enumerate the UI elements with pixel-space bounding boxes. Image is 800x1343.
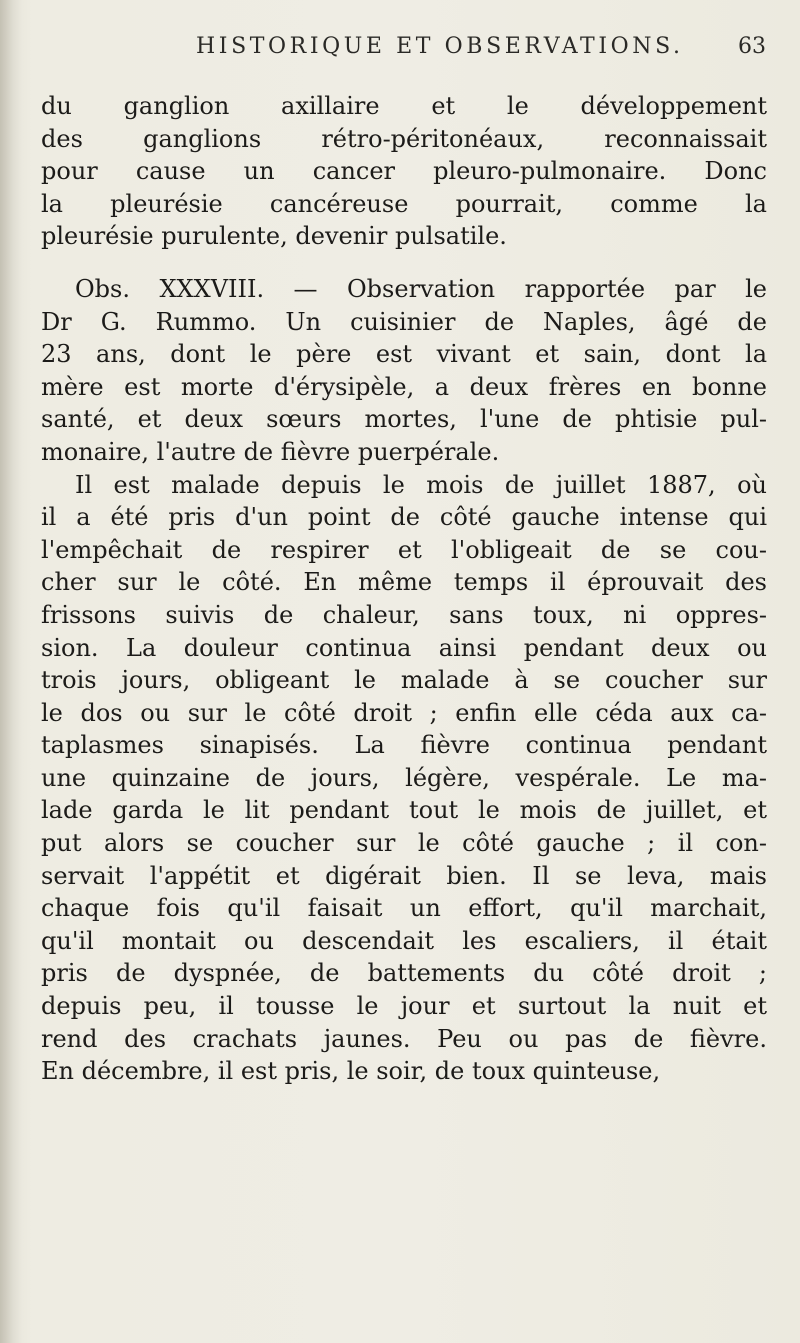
running-title: HISTORIQUE ET OBSERVATIONS. bbox=[196, 34, 684, 59]
text-line: Il est malade depuis le mois de juillet 1887, où bbox=[75, 470, 767, 499]
text-line: put alors se coucher sur le côté gauche ; il con- bbox=[41, 829, 767, 858]
text-line: rend des crachats jaunes. Peu ou pas de fièvre. bbox=[41, 1024, 767, 1053]
text-line: qu'il montait ou descendait les escaliers, il était bbox=[41, 926, 767, 955]
text-line: Dr G. Rummo. Un cuisinier de Naples, âgé de bbox=[41, 307, 767, 336]
text-line: trois jours, obligeant le malade à se coucher sur bbox=[41, 666, 767, 695]
text-line: monaire, l'autre de fièvre puerpérale. bbox=[41, 437, 500, 466]
text-line: cher sur le côté. En même temps il éprouvait des bbox=[41, 568, 767, 597]
text-line: du ganglion axillaire et le développement bbox=[41, 92, 767, 120]
paragraph-continuation bbox=[41, 90, 767, 253]
body-text bbox=[41, 90, 767, 1088]
text-line: depuis peu, il tousse le jour et surtout la nuit et bbox=[41, 992, 767, 1021]
text-line: 23 ans, dont le père est vivant et sain, dont la bbox=[41, 340, 767, 369]
text-line: frissons suivis de chaleur, sans toux, ni oppres- bbox=[41, 600, 767, 629]
text-line: sion. La douleur continua ainsi pendant deux ou bbox=[41, 633, 767, 662]
text-line: chaque fois qu'il faisait un effort, qu'il marchait, bbox=[41, 894, 767, 923]
text-line: pleurésie purulente, devenir pulsatile. bbox=[41, 222, 507, 251]
text-line: le dos ou sur le côté droit ; enfin elle céda aux ca- bbox=[41, 698, 767, 727]
text-line: l'empêchait de respirer et l'obligeait de se cou- bbox=[41, 535, 767, 564]
text-line: pris de dyspnée, de battements du côté droit ; bbox=[41, 959, 767, 988]
text-line: taplasmes sinapisés. La fièvre continua pendant bbox=[41, 731, 767, 760]
observation-intro bbox=[41, 273, 767, 469]
text-line: la pleurésie cancéreuse pourrait, comme la bbox=[41, 189, 767, 218]
paragraph-gap bbox=[41, 253, 767, 273]
text-line: une quinzaine de jours, légère, vespérale. Le ma- bbox=[41, 763, 767, 792]
text-line: En décembre, il est pris, le soir, de toux quinteuse, bbox=[41, 1057, 661, 1086]
spine-shadow bbox=[0, 0, 22, 1343]
text-line: des ganglions rétro-péritonéaux, reconnaissait bbox=[41, 124, 767, 153]
page-number: 63 bbox=[738, 34, 766, 59]
text-line: mère est morte d'érysipèle, a deux frères en bonne bbox=[41, 372, 767, 401]
observation-history bbox=[41, 469, 767, 1088]
text-line: pour cause un cancer pleuro-pulmonaire. Donc bbox=[41, 157, 767, 186]
running-head bbox=[196, 34, 766, 64]
text-line: Obs. XXXVIII. — Observation rapportée par le bbox=[75, 274, 767, 303]
text-line: servait l'appétit et digérait bien. Il se leva, mais bbox=[41, 861, 767, 890]
text-line: il a été pris d'un point de côté gauche intense qui bbox=[41, 503, 767, 532]
text-line: santé, et deux sœurs mortes, l'une de phtisie pul- bbox=[41, 405, 767, 434]
text-line: lade garda le lit pendant tout le mois de juillet, et bbox=[41, 796, 767, 825]
